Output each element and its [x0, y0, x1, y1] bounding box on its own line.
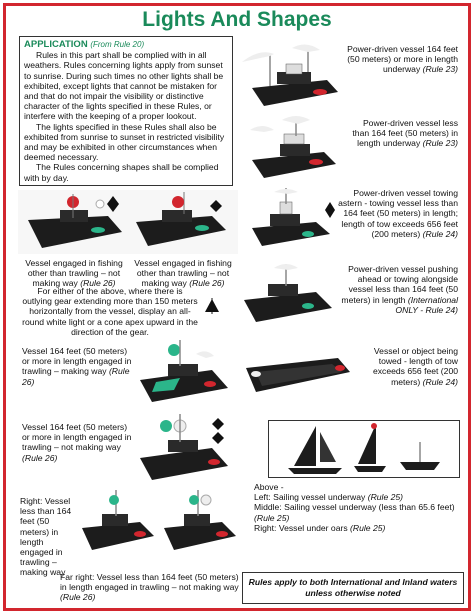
- sailing-caption: [254, 482, 464, 533]
- towed-caption: Vessel or object being towed - length of tow exceeds 656 feet (200 meters) (Rule 24): [372, 346, 458, 387]
- sailing-vessels-illustration: [270, 422, 458, 476]
- trawling-notway-caption: Vessel 164 feet (50 meters) or more in length engaged in trawling – not making way (Rule 26): [22, 422, 132, 463]
- application-para-3: The Rules concerning shapes shall be complied with by day.: [24, 162, 219, 183]
- fishing-2-illustration: [128, 190, 238, 254]
- fishing-2-caption: Vessel engaged in fishing other than trawling – not making way (Rule 26): [134, 258, 232, 289]
- page-title: Lights And Shapes: [142, 8, 332, 31]
- small-trawl-1-illustration: [78, 490, 160, 558]
- towed-illustration: [242, 350, 352, 398]
- application-para-2: The lights specified in these Rules shall also be exhibited from sunrise to sunset in restricted visibility and may be exhibited in other circumstances when deemed necessary.: [24, 121, 225, 163]
- outlying-gear-caption: For either of the above, where there is outlying gear extending more than 150 meters horizontally from the vessel, display an all-round white light or a cone apex upward in the direction of the gear.: [22, 286, 198, 337]
- application-text: [24, 40, 229, 183]
- small-trawl-2-illustration: [160, 490, 242, 558]
- pushing-illustration: [238, 262, 338, 328]
- trawling-large-caption: Vessel 164 feet (50 meters) or more in length engaged in trawling – making way (Rule 26): [22, 346, 132, 387]
- sailing-right: Right: Vessel under oars (Rule 25): [254, 522, 386, 533]
- pd-small-caption: Power-driven vessel less than 164 feet (50 meters) in length underway (Rule 23): [352, 118, 458, 149]
- fishing-1-illustration: [18, 190, 128, 254]
- application-label: APPLICATION: [24, 39, 88, 50]
- pushing-caption: Power-driven vessel pushing ahead or towing alongside vessel less than 164 feet (50 meters) in length (International ONLY - Rule 24): [341, 264, 458, 315]
- sailing-middle: Middle: Sailing vessel underway (less than 65.6 feet) (Rule 25): [254, 502, 455, 523]
- trawling-large-illustration: [134, 340, 234, 410]
- small-trawl-right-caption: Right: Vessel less than 164 feet (50 meters) in length engaged in trawling – making way: [20, 496, 72, 578]
- cone-apex-up-icon: [204, 298, 220, 314]
- pd-large-illustration: [242, 42, 342, 117]
- trawling-notway-illustration: [134, 414, 234, 486]
- pd-large-caption: Power-driven vessel 164 feet (50 meters) or more in length underway (Rule 23): [347, 44, 458, 75]
- small-trawl-far-caption: Far right: Vessel less than 164 feet (50 meters) in length engaged in trawling – not making way (Rule 26): [60, 572, 239, 603]
- application-heading: [24, 40, 229, 50]
- sailing-above: Above -: [254, 482, 284, 492]
- towing-astern-caption: Power-driven vessel towing astern - towing vessel less than 164 feet (50 meters) in length; length of tow exceeds 656 feet (200 meters) (Rule 24): [338, 188, 458, 239]
- towing-astern-illustration: [246, 188, 336, 250]
- fishing-1-caption: Vessel engaged in fishing other than trawling – not making way (Rule 26): [25, 258, 123, 289]
- application-para-1: Rules in this part shall be complied with in all weathers. Rules concerning lights apply from sunset to sunrise. During such times no other lights shall be exhibited, except lights that cannot be mistaken for and that do not impair the visibility or distinctive character of the lights specified in these Rules, or interfere with the keeping of a proper lookout.: [24, 50, 224, 122]
- pd-small-illustration: [242, 116, 342, 186]
- sailing-left: Left: Sailing vessel underway (Rule 25): [254, 492, 404, 503]
- footer-note: Rules apply to both International and Inland waters unless otherwise noted: [242, 572, 464, 604]
- application-source: (From Rule 20): [90, 40, 145, 49]
